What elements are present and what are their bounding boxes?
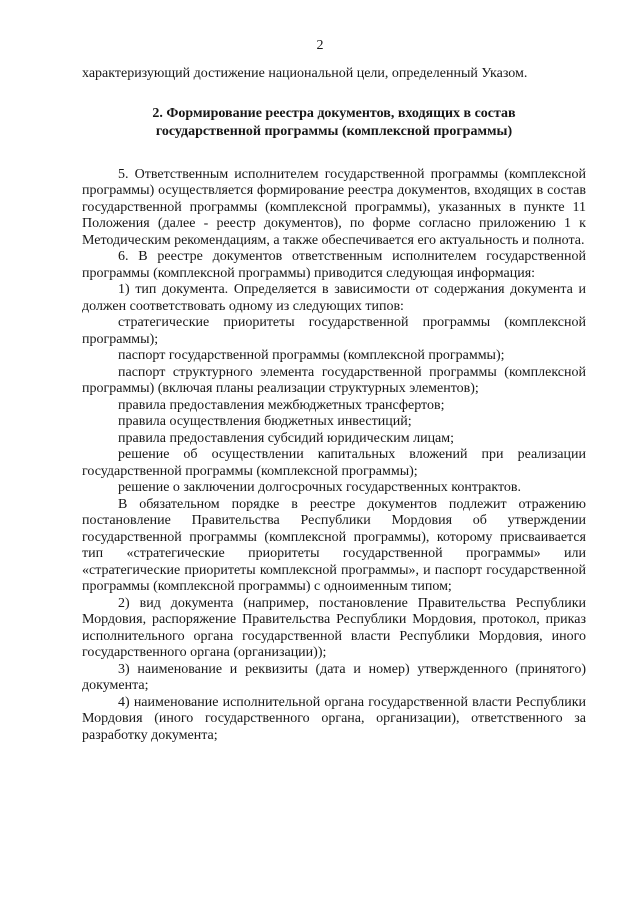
mandatory-registry-paragraph: В обязательном порядке в реестре документов подлежит отражению постановление Правительства Республики Мордовия об утверждении государственной программы (комплексной программы), которому присваивается тип «стратегические приоритеты государственной программы» или «стратегические приоритеты комплексной программы», и паспорт государственной программы (комплексной программы) с одноименным типом; — [82, 496, 586, 594]
type-budget-investments: правила осуществления бюджетных инвестиций; — [118, 414, 412, 429]
item-3-name-and-details: 3) наименование и реквизиты (дата и номер) утвержденного (принятого) документа; — [82, 661, 586, 693]
item-2-doc-kind: 2) вид документа (например, постановление Правительства Республики Мордовия, распоряжение Правительства Республики Мордовия, протокол, приказ исполнительного органа государственной власти Республики Мордовия, иного государственного органа (организации)); — [82, 595, 586, 660]
type-element-passport: паспорт структурного элемента государственной программы (комплексной программы) (включая планы реализации структурных элементов); — [82, 364, 586, 396]
page-number: 2 — [316, 38, 324, 53]
type-strategic-priorities: стратегические приоритеты государственной программы (комплексной программы); — [82, 315, 586, 347]
paragraph-5: 5. Ответственным исполнителем государственной программы (комплексной программы) осуществляется формирование реестра документов, входящих в состав государственной программы (комплексной программы), указанных в пункте 11 Положения (далее - реестр документов), по форме согласно приложению 1 к Методическим рекомендациям, а также обеспечивается его актуальность и полнота. — [82, 166, 586, 248]
type-subsidies: правила предоставления субсидий юридическим лицам; — [118, 430, 455, 446]
type-interbudget-transfers: правила предоставления межбюджетных трансфертов; — [118, 397, 445, 413]
section-heading-line-2: государственной программы (комплексной программы) — [155, 123, 513, 139]
item-1-doc-type: 1) тип документа. Определяется в зависимости от содержания документа и должен соответствовать одному из следующих типов: — [82, 282, 586, 314]
type-program-passport: паспорт государственной программы (комплексной программы); — [118, 348, 505, 363]
item-4-responsible-authority: 4) наименование исполнительной органа государственной власти Республики Мордовия (иного государственного органа, организации), ответственного за разработку документа; — [82, 694, 586, 743]
section-heading-line-1: 2. Формирование реестра документов, входящих в состав — [152, 105, 516, 121]
type-capital-investments: решение об осуществлении капитальных вложений при реализации государственной программы (комплексной программы); — [82, 447, 586, 479]
paragraph-6: 6. В реестре документов ответственным исполнителем государственной программы (комплексной программы) приводится следующая информация: — [82, 249, 586, 281]
document-body — [82, 66, 586, 744]
section-heading — [82, 105, 586, 141]
type-long-term-contracts: решение о заключении долгосрочных государственных контрактов. — [118, 480, 521, 495]
lead-line: характеризующий достижение национальной цели, определенный Указом. — [82, 66, 528, 81]
